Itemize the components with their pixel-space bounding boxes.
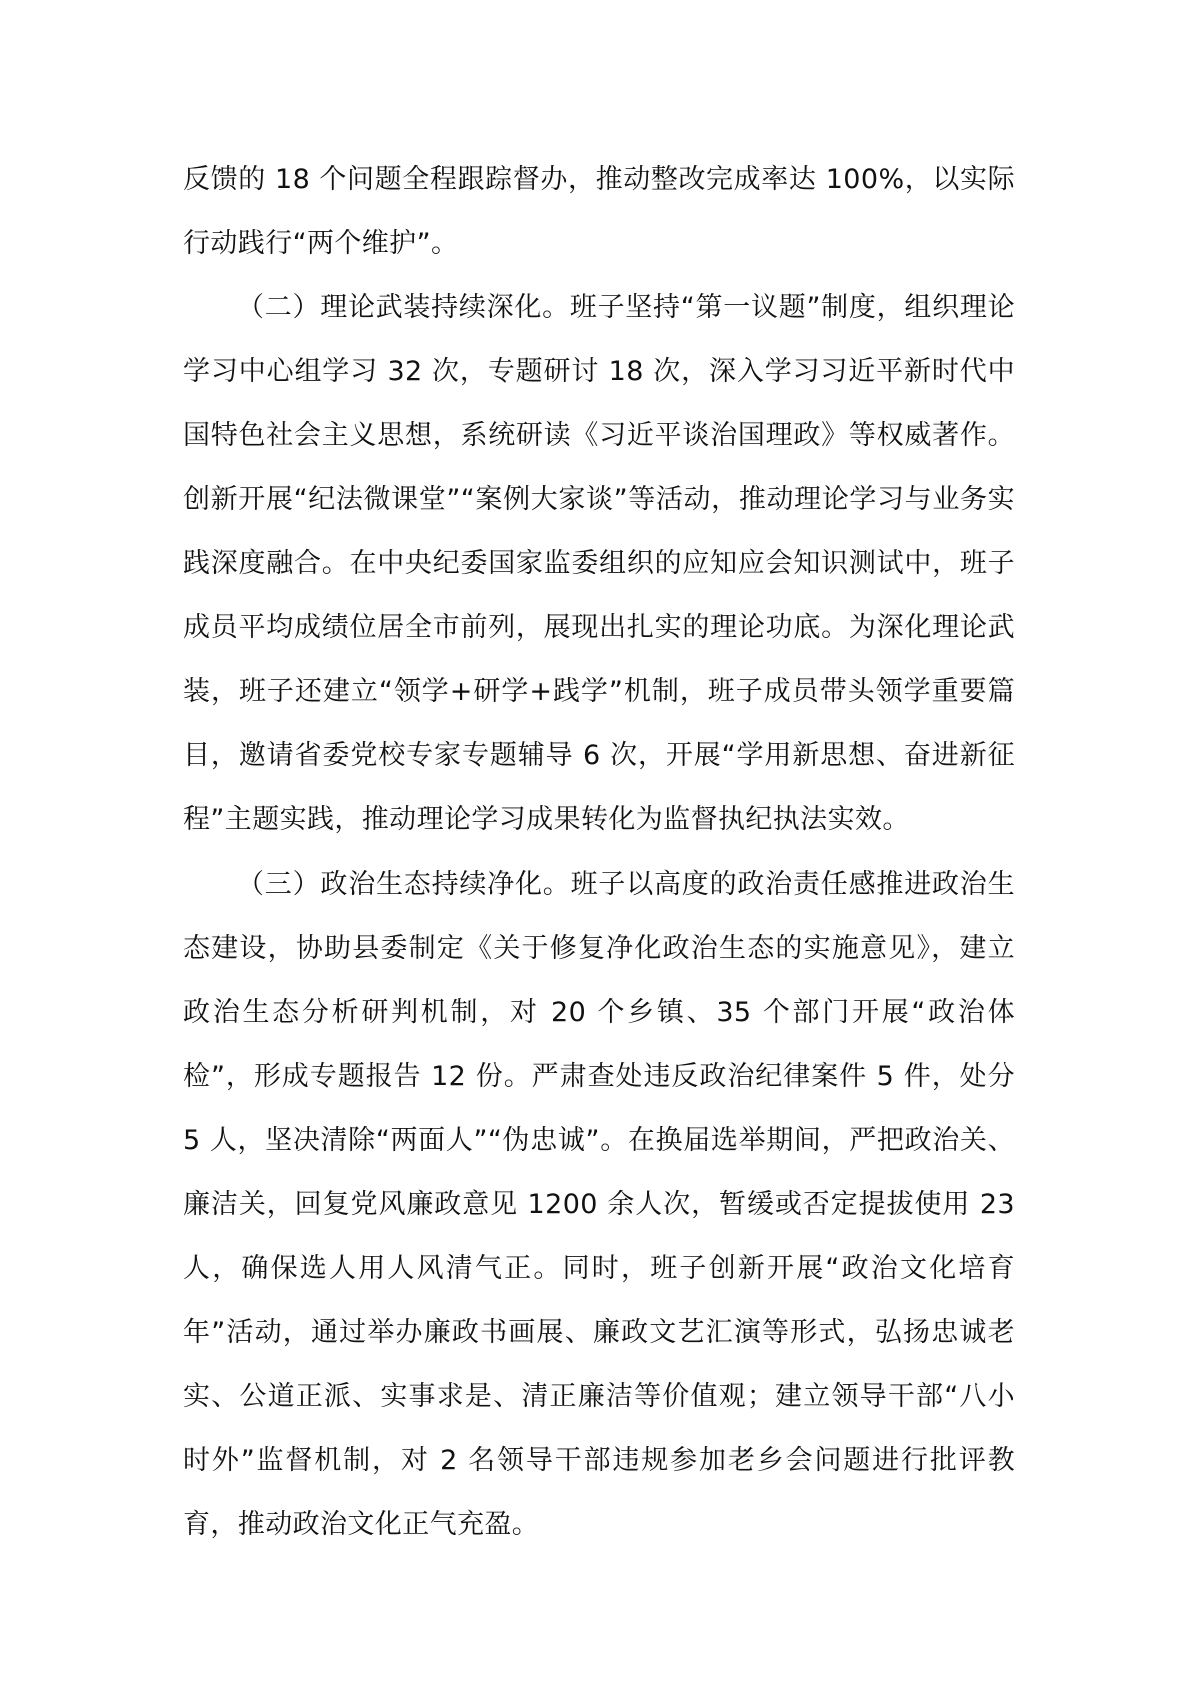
section-political-ecology-block [183,853,1015,1557]
paragraph-political-ecology: （三）政治生态持续净化。班子以高度的政治责任感推进政治生态建设，协助县委制定《关于修复净化政治生态的实施意见》，建立政治生态分析研判机制，对 20 个乡镇、35 个部门开展“政治体检”，形成专题报告 12 份。严肃查处违反政治纪律案件 5 件，处分 5 人，坚决清除“两面人”“伪忠诚”。在换届选举期间，严把政治关、廉洁关，回复党风廉政意见 1200 余人次，暂缓或否定提拔使用 23 人，确保选人用人风清气正。同时，班子创新开展“政治文化培育年”活动，通过举办廉政书画展、廉政文艺汇演等形式，弘扬忠诚老实、公道正派、实事求是、清正廉洁等价值观；建立领导干部“八小时外”监督机制，对 2 名领导干部违规参加老乡会问题进行批评教育，推动政治文化正气充盈。 [183,869,1015,1540]
paragraph-continuation: 反馈的 18 个问题全程跟踪督办，推动整改完成率达 100%，以实际行动践行“两个维护”。 [183,164,1015,259]
paragraph-theory-armament: （二）理论武装持续深化。班子坚持“第一议题”制度，组织理论学习中心组学习 32 次，专题研讨 18 次，深入学习习近平新时代中国特色社会主义思想，系统研读《习近平谈治国理政》等权威著作。创新开展“纪法微课堂”“案例大家谈”等活动，推动理论学习与业务实践深度融合。在中央纪委国家监委组织的应知应会知识测试中，班子成员平均成绩位居全市前列，展现出扎实的理论功底。为深化理论武装，班子还建立“领学+研学+践学”机制，班子成员带头领学重要篇目，邀请省委党校专家专题辅导 6 次，开展“学用新思想、奋进新征程”主题实践，推动理论学习成果转化为监督执纪执法实效。 [183,292,1015,835]
paragraph-continuation-block [183,148,1015,276]
section-theory-block [183,276,1015,852]
